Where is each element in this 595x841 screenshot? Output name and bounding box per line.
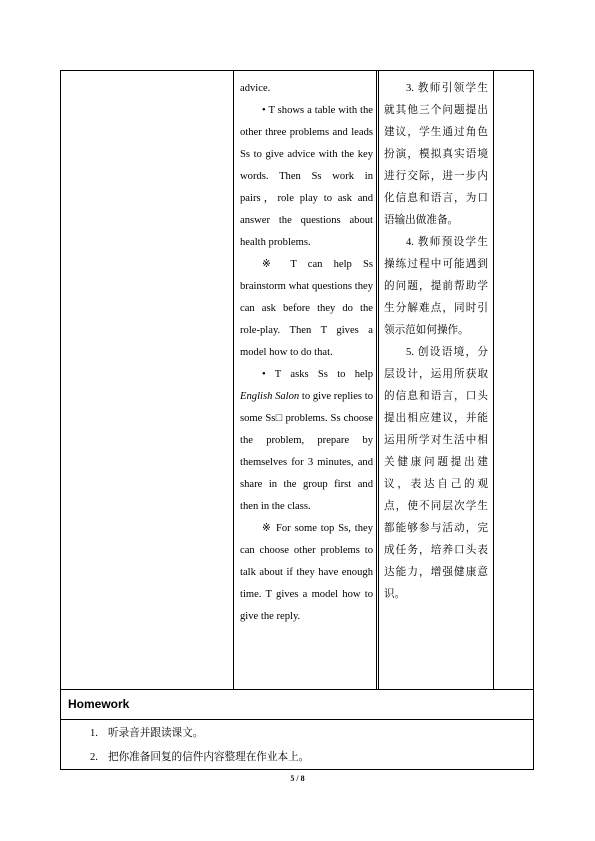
homework-item-text: 把你准备回复的信件内容整理在作业本上。 [108, 752, 310, 763]
column-divider-3 [493, 70, 494, 689]
homework-item-text: 听录音并跟读课文。 [108, 728, 204, 739]
column-divider-2 [376, 70, 377, 689]
lesson-paragraph: ※ T can help Ss brainstorm what questions they can ask before they do the role-play. Then T gives a model how to do that. [240, 259, 373, 358]
lesson-paragraph: ※ For some top Ss, they can choose other problems to talk about if they have enough time. T gives a model how to give the reply. [240, 523, 373, 622]
row-divider-homework-top [60, 689, 534, 690]
lesson-paragraph: • T shows a table with the other three problems and leads Ss to give advice with the key words. Then Ss work in pairs，role play to ask and answer the questions about health problems. [240, 105, 373, 248]
intent-paragraph: 4. 教师预设学生操练过程中可能遇到的问题，提前帮助学生分解难点，同时引领示范如何操作。 [384, 237, 488, 336]
table-top-border [60, 70, 534, 71]
homework-item [90, 751, 309, 765]
homework-item-number: 2. [90, 752, 98, 763]
design-intent-cell [384, 78, 488, 606]
column-divider-2b [378, 70, 379, 689]
lesson-paragraph [240, 364, 373, 518]
table-left-border [60, 70, 61, 770]
teaching-process-cell [240, 78, 373, 628]
homework-heading: Homework [68, 697, 130, 711]
lesson-text-segment: • T asks Ss to help [262, 369, 373, 380]
english-salon-emphasis: English Salon [240, 391, 300, 402]
table-bottom-border [60, 769, 534, 770]
table-right-border [533, 70, 534, 770]
page-number: 5 / 8 [290, 774, 305, 783]
row-divider-homework-title [60, 719, 534, 720]
intent-paragraph: 5. 创设语境，分层设计，运用所获取的信息和语言，口头提出相应建议，并能运用所学对生活中相关健康问题提出建议，表达自己的观点，使不同层次学生都能够参与活动，完成任务，培养口头表达能力，增强健康意识。 [384, 347, 488, 600]
intent-paragraph: 3. 教师引领学生就其他三个问题提出建议，学生通过角色扮演，模拟真实语境进行交际，进一步内化信息和语言，为口语输出做准备。 [384, 83, 488, 226]
lesson-text-segment: to give replies to some Ss□ problems. Ss choose the problem, prepare by themselves for 3 minutes, and share in the group first and then in the class. [240, 391, 373, 512]
homework-item [90, 727, 203, 741]
lesson-paragraph: advice. [240, 83, 271, 94]
homework-item-number: 1. [90, 728, 98, 739]
column-divider-1 [233, 70, 234, 689]
